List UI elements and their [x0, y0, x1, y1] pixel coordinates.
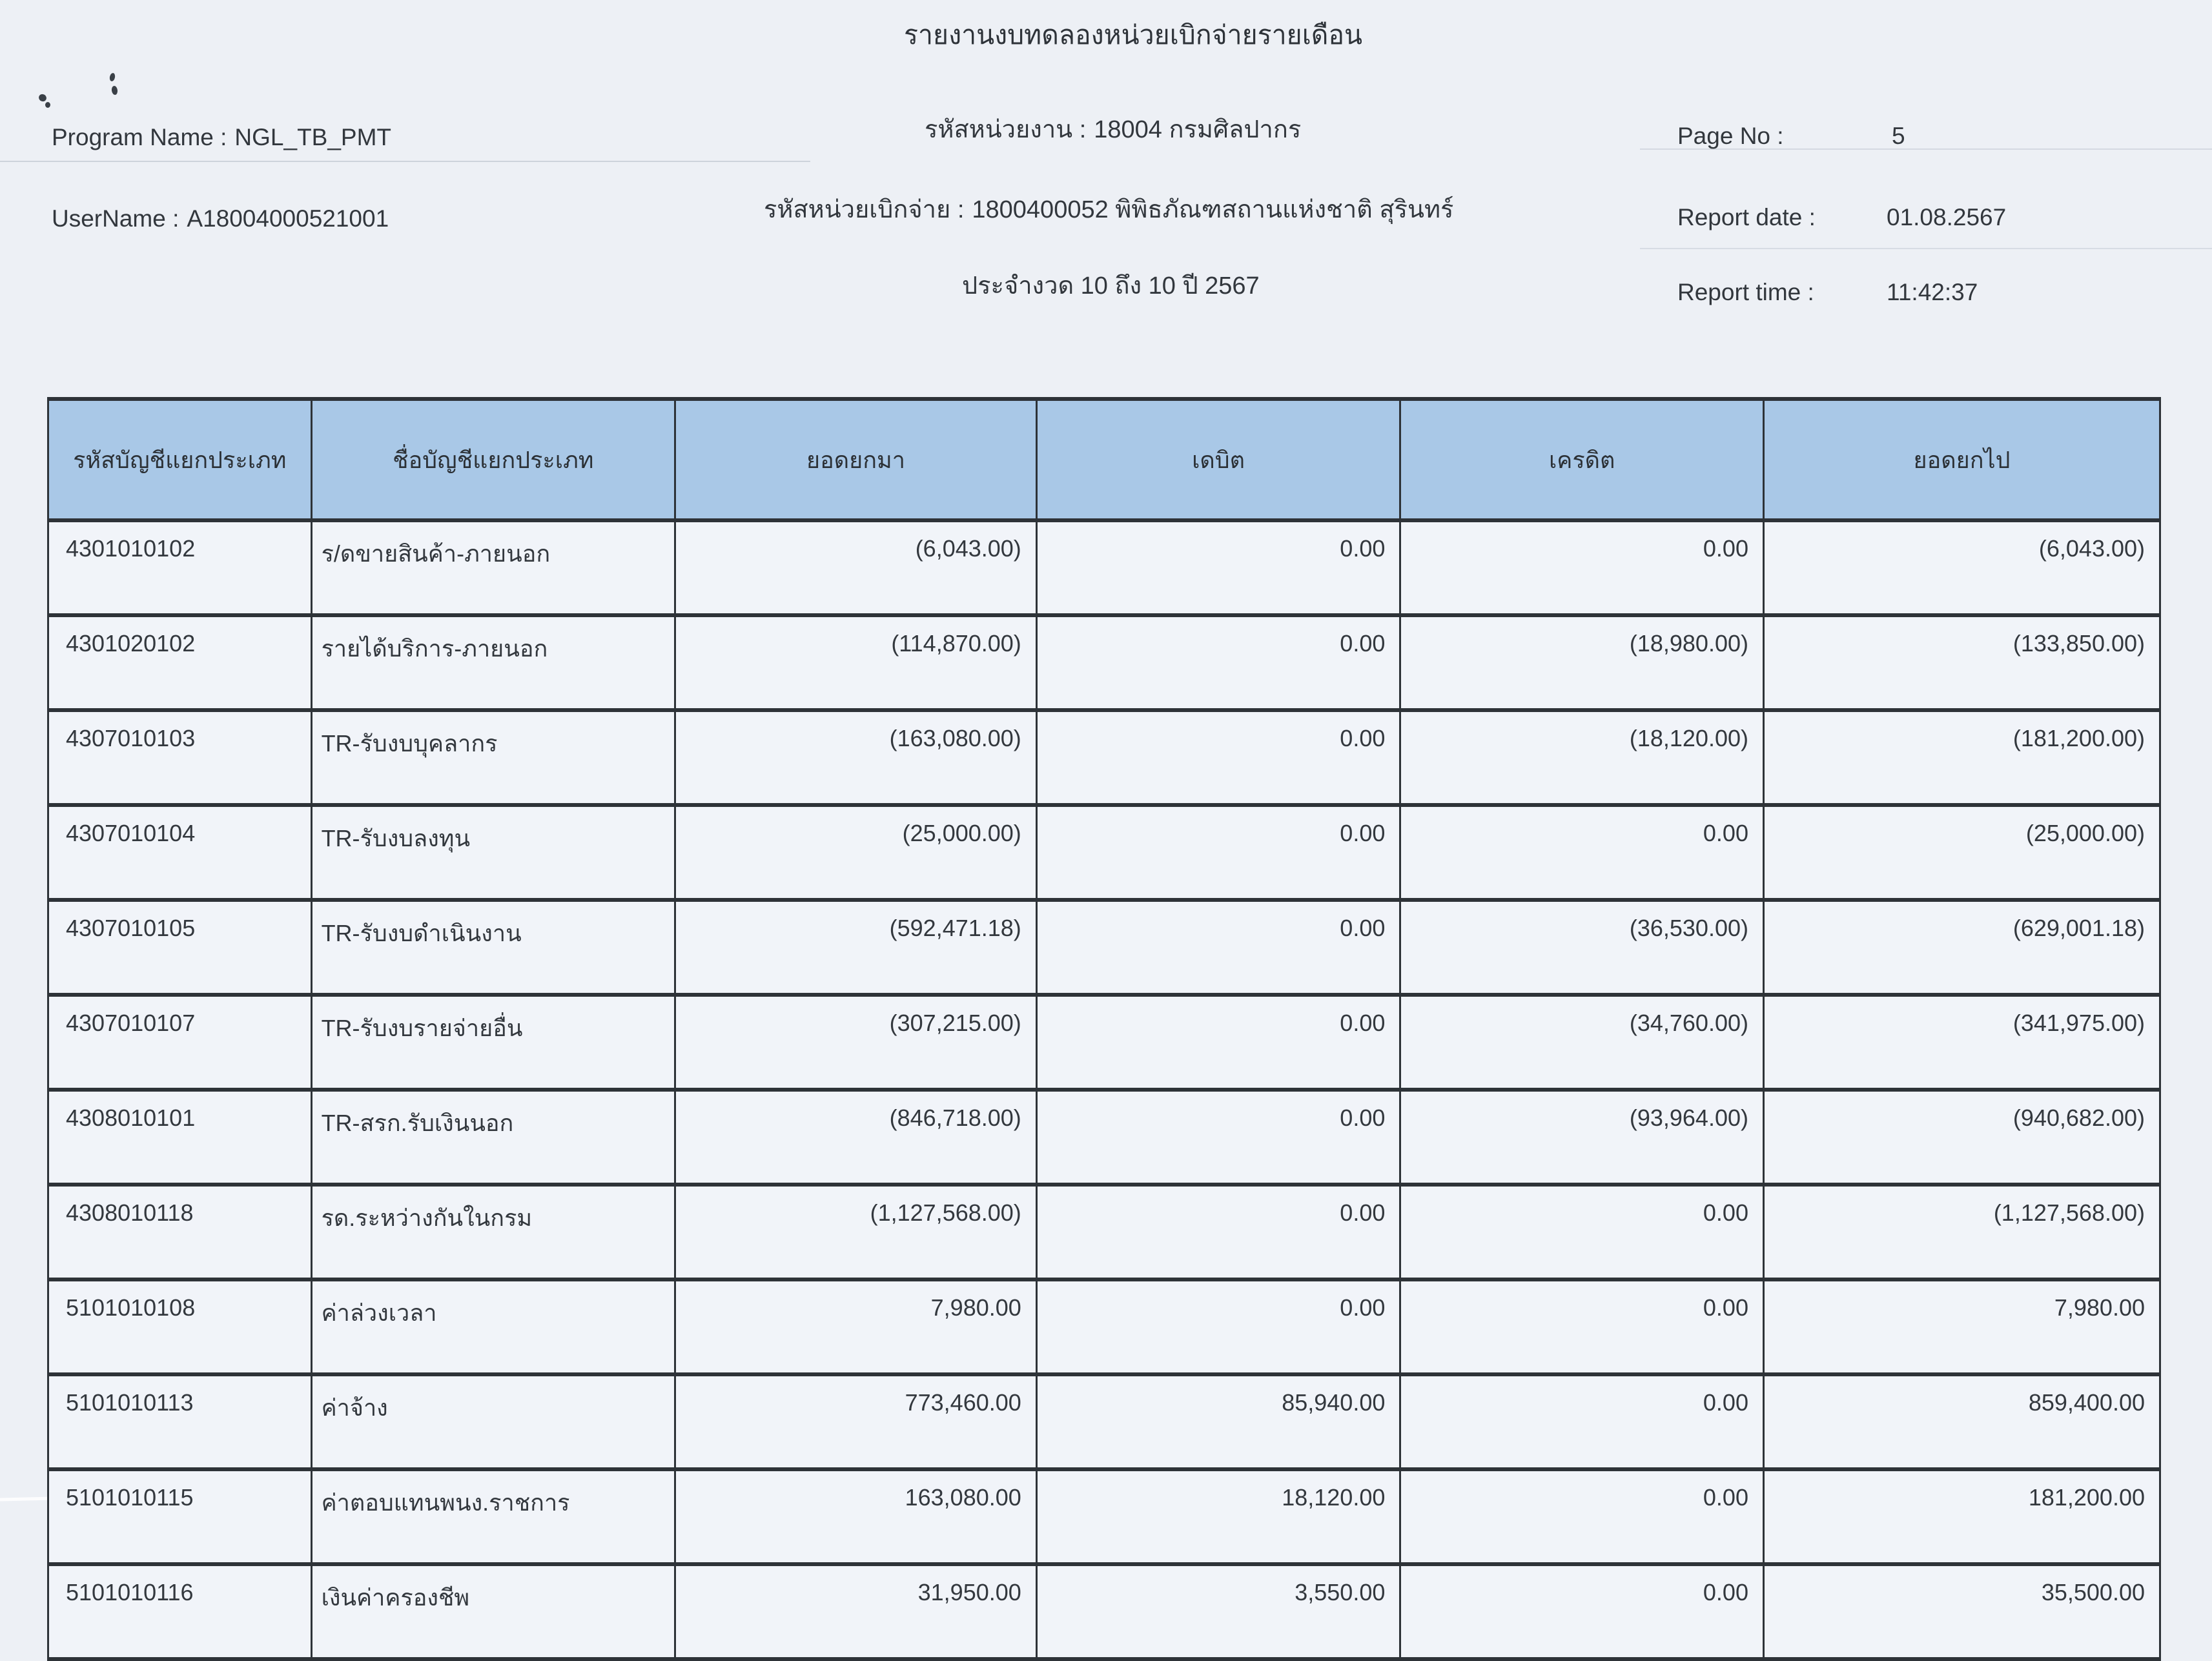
- report-time-value: 11:42:37: [1887, 279, 1978, 305]
- username-row: [52, 203, 389, 235]
- account-code-cell: 4307010105: [48, 900, 312, 995]
- beginning-balance-cell: (307,215.00): [675, 995, 1037, 1090]
- account-name-cell: ค่าล่วงเวลา: [311, 1279, 675, 1374]
- credit-cell: (34,760.00): [1400, 995, 1764, 1090]
- debit-cell: 0.00: [1036, 805, 1400, 900]
- account-name-cell: ค่าจ้าง: [311, 1374, 675, 1469]
- beginning-balance-cell: 7,980.00: [675, 1279, 1037, 1374]
- account-code-cell: 5101010115: [48, 1469, 312, 1564]
- ending-balance-cell: (25,000.00): [1763, 805, 2160, 900]
- debit-cell: 3,550.00: [1036, 1564, 1400, 1659]
- debit-cell: 85,940.00: [1036, 1374, 1400, 1469]
- beginning-balance-cell: 773,460.00: [675, 1374, 1037, 1469]
- scan-speck: [111, 85, 118, 95]
- account-code-cell: 4307010104: [48, 805, 312, 900]
- scan-streak: [0, 161, 810, 162]
- account-code-cell: 4308010118: [48, 1185, 312, 1279]
- trial-balance-table: [47, 397, 2161, 1661]
- ending-balance-cell: (341,975.00): [1763, 995, 2160, 1090]
- page-no-value: 5: [1892, 123, 1905, 149]
- credit-cell: 0.00: [1400, 1185, 1764, 1279]
- disbursement-unit-row: [764, 194, 1453, 227]
- ending-balance-cell: (6,043.00): [1763, 520, 2160, 615]
- beginning-balance-cell: (163,080.00): [675, 710, 1037, 805]
- debit-cell: 0.00: [1036, 615, 1400, 710]
- ending-balance-cell: (1,127,568.00): [1763, 1185, 2160, 1279]
- table-row: [48, 615, 2160, 710]
- account-name-cell: รด.ระหว่างกันในกรม: [311, 1185, 675, 1279]
- column-header-ending-balance: ยอดยกไป: [1763, 399, 2160, 520]
- debit-cell: 0.00: [1036, 900, 1400, 995]
- page-no-label: Page No :: [1677, 123, 1784, 149]
- ending-balance-cell: 35,500.00: [1763, 1564, 2160, 1659]
- account-name-cell: TR-รับงบดำเนินงาน: [311, 900, 675, 995]
- period-row: ประจำงวด 10 ถึง 10 ปี 2567: [962, 272, 1260, 300]
- column-header-credit: เครดิต: [1400, 399, 1764, 520]
- debit-cell: 0.00: [1036, 1279, 1400, 1374]
- credit-cell: (36,530.00): [1400, 900, 1764, 995]
- account-name-cell: TR-รับงบบุคลากร: [311, 710, 675, 805]
- ending-balance-cell: (133,850.00): [1763, 615, 2160, 710]
- debit-cell: 18,120.00: [1036, 1469, 1400, 1564]
- credit-cell: 0.00: [1400, 805, 1764, 900]
- program-name-value: NGL_TB_PMT: [234, 124, 392, 150]
- account-code-cell: 5101010113: [48, 1374, 312, 1469]
- column-header-beginning-balance: ยอดยกมา: [675, 399, 1037, 520]
- ending-balance-cell: 181,200.00: [1763, 1469, 2160, 1564]
- column-header-account-code: รหัสบัญชีแยกประเภท: [48, 399, 312, 520]
- account-code-cell: 5101010108: [48, 1279, 312, 1374]
- scan-speck: [37, 93, 48, 103]
- table-row: [48, 900, 2160, 995]
- report-title: รายงานงบทดลองหน่วยเบิกจ่ายรายเดือน: [904, 20, 1362, 50]
- table-row: [48, 1279, 2160, 1374]
- ending-balance-cell: (629,001.18): [1763, 900, 2160, 995]
- table-header-row: [48, 399, 2160, 520]
- account-code-cell: 4307010103: [48, 710, 312, 805]
- ending-balance-cell: 859,400.00: [1763, 1374, 2160, 1469]
- credit-cell: 0.00: [1400, 1279, 1764, 1374]
- program-name-row: [52, 121, 391, 154]
- account-name-cell: รายได้บริการ-ภายนอก: [311, 615, 675, 710]
- credit-cell: (18,120.00): [1400, 710, 1764, 805]
- table-row: [48, 995, 2160, 1090]
- scan-speck: [45, 102, 50, 108]
- table-row: [48, 1090, 2160, 1185]
- scan-streak: [1640, 248, 2212, 249]
- table-row: [48, 520, 2160, 615]
- table-body: [48, 520, 2160, 1659]
- column-header-account-name: ชื่อบัญชีแยกประเภท: [311, 399, 675, 520]
- beginning-balance-cell: (1,127,568.00): [675, 1185, 1037, 1279]
- username-value: A18004000521001: [187, 205, 389, 232]
- account-name-cell: TR-รับงบรายจ่ายอื่น: [311, 995, 675, 1090]
- debit-cell: 0.00: [1036, 520, 1400, 615]
- ending-balance-cell: 7,980.00: [1763, 1279, 2160, 1374]
- debit-cell: 0.00: [1036, 1185, 1400, 1279]
- beginning-balance-cell: (114,870.00): [675, 615, 1037, 710]
- account-code-cell: 4301010102: [48, 520, 312, 615]
- report-date-label: Report date :: [1677, 204, 1816, 230]
- disbursement-unit-label: รหัสหน่วยเบิกจ่าย :: [764, 196, 965, 223]
- agency-code-label: รหัสหน่วยงาน :: [925, 116, 1087, 143]
- account-code-cell: 4308010101: [48, 1090, 312, 1185]
- credit-cell: 0.00: [1400, 1469, 1764, 1564]
- account-name-cell: TR-สรก.รับเงินนอก: [311, 1090, 675, 1185]
- ending-balance-cell: (940,682.00): [1763, 1090, 2160, 1185]
- debit-cell: 0.00: [1036, 1090, 1400, 1185]
- credit-cell: (18,980.00): [1400, 615, 1764, 710]
- table-row: [48, 805, 2160, 900]
- table-row: [48, 1185, 2160, 1279]
- column-header-debit: เดบิต: [1036, 399, 1400, 520]
- account-code-cell: 5101010116: [48, 1564, 312, 1659]
- debit-cell: 0.00: [1036, 995, 1400, 1090]
- beginning-balance-cell: (6,043.00): [675, 520, 1037, 615]
- agency-code-value: 18004 กรมศิลปากร: [1094, 116, 1302, 143]
- username-label: UserName :: [52, 205, 179, 232]
- credit-cell: (93,964.00): [1400, 1090, 1764, 1185]
- scan-speck: [109, 72, 116, 81]
- ending-balance-cell: (181,200.00): [1763, 710, 2160, 805]
- credit-cell: 0.00: [1400, 1374, 1764, 1469]
- account-code-cell: 4307010107: [48, 995, 312, 1090]
- table-row: [48, 710, 2160, 805]
- beginning-balance-cell: 163,080.00: [675, 1469, 1037, 1564]
- program-name-label: Program Name :: [52, 124, 227, 150]
- disbursement-unit-value: 1800400052 พิพิธภัณฑสถานแห่งชาติ สุรินทร์: [972, 196, 1454, 223]
- beginning-balance-cell: (592,471.18): [675, 900, 1037, 995]
- beginning-balance-cell: (846,718.00): [675, 1090, 1037, 1185]
- beginning-balance-cell: 31,950.00: [675, 1564, 1037, 1659]
- report-time-label: Report time :: [1677, 279, 1814, 305]
- account-name-cell: TR-รับงบลงทุน: [311, 805, 675, 900]
- agency-code-row: [925, 114, 1301, 147]
- account-code-cell: 4301020102: [48, 615, 312, 710]
- account-name-cell: ร/ดขายสินค้า-ภายนอก: [311, 520, 675, 615]
- debit-cell: 0.00: [1036, 710, 1400, 805]
- report-date-value: 01.08.2567: [1887, 204, 2007, 230]
- table-row: [48, 1469, 2160, 1564]
- credit-cell: 0.00: [1400, 1564, 1764, 1659]
- table-row: [48, 1564, 2160, 1659]
- table-row: [48, 1374, 2160, 1469]
- credit-cell: 0.00: [1400, 520, 1764, 615]
- account-name-cell: ค่าตอบแทนพนง.ราชการ: [311, 1469, 675, 1564]
- beginning-balance-cell: (25,000.00): [675, 805, 1037, 900]
- account-name-cell: เงินค่าครองชีพ: [311, 1564, 675, 1659]
